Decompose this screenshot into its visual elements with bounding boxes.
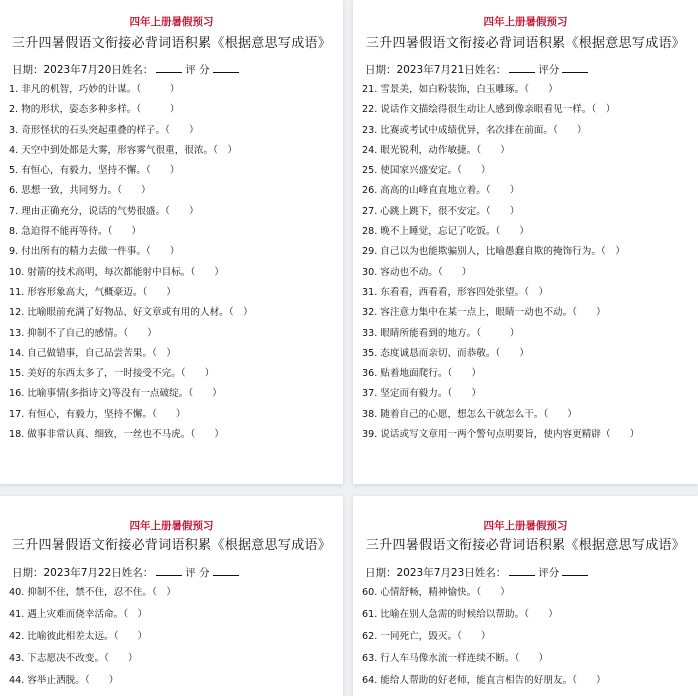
question-item: 22. 说话作文描绘得很生动让人感到像亲眼看见一样。（ ）	[362, 104, 616, 116]
question-item: 37. 坚定而有毅力。（ ）	[362, 388, 482, 400]
question-item: 63. 行人车马像水流一样连续不断。（ ）	[362, 653, 549, 664]
page-subtitle: 四年上册暑假预习	[129, 520, 214, 532]
page-subtitle: 四年上册暑假预习	[483, 16, 568, 28]
question-item: 43. 下志愿决不改变。（ ）	[9, 653, 138, 664]
question-item: 25. 使国家兴盛安定。（ ）	[362, 165, 491, 177]
question-item: 7. 理由正确充分，说话的气势很盛。（ ）	[9, 205, 199, 217]
score-label: 评 分	[185, 567, 210, 579]
name-blank	[156, 565, 182, 576]
question-item: 31. 东看看，西看看，形容四处张望。（ ）	[362, 286, 549, 298]
question-item: 40. 抑制不住，禁不住，忍不住。（ ）	[9, 587, 177, 598]
name-label: 姓名：	[121, 567, 154, 579]
question-item: 21. 雪景美，如白粉装饰，白玉雕琢。（ ）	[362, 84, 558, 95]
header-fields	[12, 62, 242, 77]
question-item: 64. 能给人帮助的好老师，能直言相告的好朋友。（ ）	[362, 675, 606, 686]
date-label: 日期：2023年7月22日	[12, 567, 122, 579]
question-item: 14. 自己做错事，自己品尝苦果。（ ）	[9, 347, 177, 359]
name-blank	[509, 565, 535, 576]
question-item: 15. 美好的东西太多了，一时接受不完。（ ）	[9, 368, 215, 380]
question-item: 13. 抑制不了自己的感情。（ ）	[9, 327, 157, 339]
question-item: 61. 比喻在别人急需的时候给以帮助。（ ）	[362, 609, 558, 620]
question-item: 24. 眼光锐利，动作敏捷。（ ）	[362, 144, 510, 156]
question-item: 18. 做事非常认真、细致，一丝也不马虎。（ ）	[9, 429, 224, 441]
score-blank	[213, 565, 239, 576]
page-title: 三升四暑假语文衔接必背词语积累《根据意思写成语》	[365, 538, 686, 553]
header-fields	[365, 565, 591, 580]
question-item: 9. 付出所有的精力去做一件事。（ ）	[9, 246, 180, 258]
question-item: 38. 随着自己的心愿，想怎么干就怎么干。（ ）	[362, 408, 577, 420]
header-fields	[12, 565, 242, 580]
question-item: 3. 奇形怪状的石头突起重叠的样子。（ ）	[9, 124, 199, 136]
question-item: 60. 心情舒畅，精神愉快。（ ）	[362, 587, 510, 598]
name-label: 姓名：	[474, 64, 507, 76]
date-label: 日期：2023年7月23日	[365, 567, 475, 579]
question-item: 1. 非凡的机智，巧妙的计谋。（ ）	[9, 84, 180, 95]
page-subtitle: 四年上册暑假预习	[129, 16, 214, 28]
name-blank	[156, 62, 182, 73]
question-item: 33. 眼睛所能看到的地方。（ ）	[362, 327, 520, 339]
question-item: 41. 遇上灾难而侥幸活命。（ ）	[9, 609, 148, 620]
question-item: 5. 有恒心，有毅力，坚持不懈。（ ）	[9, 165, 180, 177]
question-item: 6. 思想一致，共同努力。（ ）	[9, 185, 151, 197]
page-subtitle: 四年上册暑假预习	[483, 520, 568, 532]
score-label: 评 分	[185, 64, 210, 76]
question-item: 10. 射箭的技术高明，每次都能射中目标。（ ）	[9, 266, 224, 278]
question-item: 42. 比喻彼此相差太远。（ ）	[9, 631, 148, 642]
date-label: 日期：2023年7月21日	[365, 64, 475, 76]
score-blank	[562, 62, 588, 73]
question-item: 39. 说话或写文章用一两个警句点明要旨，使内容更精辟（ ）	[362, 429, 640, 441]
question-list	[9, 582, 343, 692]
worksheet-page	[353, 0, 698, 484]
question-item: 11. 形容形象高大，气概豪迈。（ ）	[9, 286, 177, 298]
question-item: 26. 高高的山峰直直地立着。（ ）	[362, 185, 520, 197]
question-item: 62. 一同死亡，毁灭。（ ）	[362, 631, 491, 642]
name-label: 姓名：	[121, 64, 154, 76]
score-blank	[213, 62, 239, 73]
page-title: 三升四暑假语文衔接必背词语积累《根据意思写成语》	[11, 538, 332, 553]
question-item: 44. 容举止洒脱。（ ）	[9, 675, 119, 686]
name-label: 姓名：	[474, 567, 507, 579]
question-list	[9, 80, 343, 445]
question-item: 32. 容注意力集中在某一点上，眼睛一动也不动。（ ）	[362, 307, 606, 319]
question-item: 27. 心跳上跳下，很不安定。（ ）	[362, 205, 520, 217]
question-item: 23. 比赛或考试中成绩优异，名次排在前面。（ ）	[362, 124, 587, 136]
question-item: 16. 比喻事情(多指诗文)等没有一点破绽。（ ）	[9, 388, 222, 400]
worksheet-page	[0, 0, 343, 484]
page-title: 三升四暑假语文衔接必背词语积累《根据意思写成语》	[11, 36, 332, 51]
question-item: 28. 晚不上睡觉，忘记了吃饭。（ ）	[362, 226, 530, 238]
question-item: 8. 急迫得不能再等待。（ ）	[9, 226, 142, 238]
date-label: 日期：2023年7月20日	[12, 64, 122, 76]
header-fields	[365, 62, 591, 77]
worksheet-page	[0, 496, 343, 696]
question-item: 2. 物的形状，姿态多种多样。（ ）	[9, 104, 180, 116]
question-item: 35. 态度诚恳而亲切、而恭敬。（ ）	[362, 347, 530, 359]
question-item: 17. 有恒心，有毅力，坚持不懈。（ ）	[9, 408, 186, 420]
score-blank	[562, 565, 588, 576]
name-blank	[509, 62, 535, 73]
question-list	[362, 80, 698, 445]
page-title: 三升四暑假语文衔接必背词语积累《根据意思写成语》	[365, 36, 686, 51]
question-item: 12. 比喻眼前充满了好物品、好文章或有用的人材。（ ）	[9, 307, 253, 319]
question-list	[362, 582, 698, 692]
question-item: 36. 贴着地面爬行。（ ）	[362, 368, 482, 380]
question-item: 4. 天空中到处都是大雾，形容雾气很重，很浓。（ ）	[9, 144, 238, 156]
score-label: 评分	[538, 567, 560, 579]
score-label: 评分	[538, 64, 560, 76]
question-item: 30. 容动也不动。（ ）	[362, 266, 472, 278]
worksheet-page	[353, 496, 698, 696]
question-item: 29. 自己以为也能欺骗别人，比喻愚蠢自欺的掩饰行为。（ ）	[362, 246, 625, 258]
